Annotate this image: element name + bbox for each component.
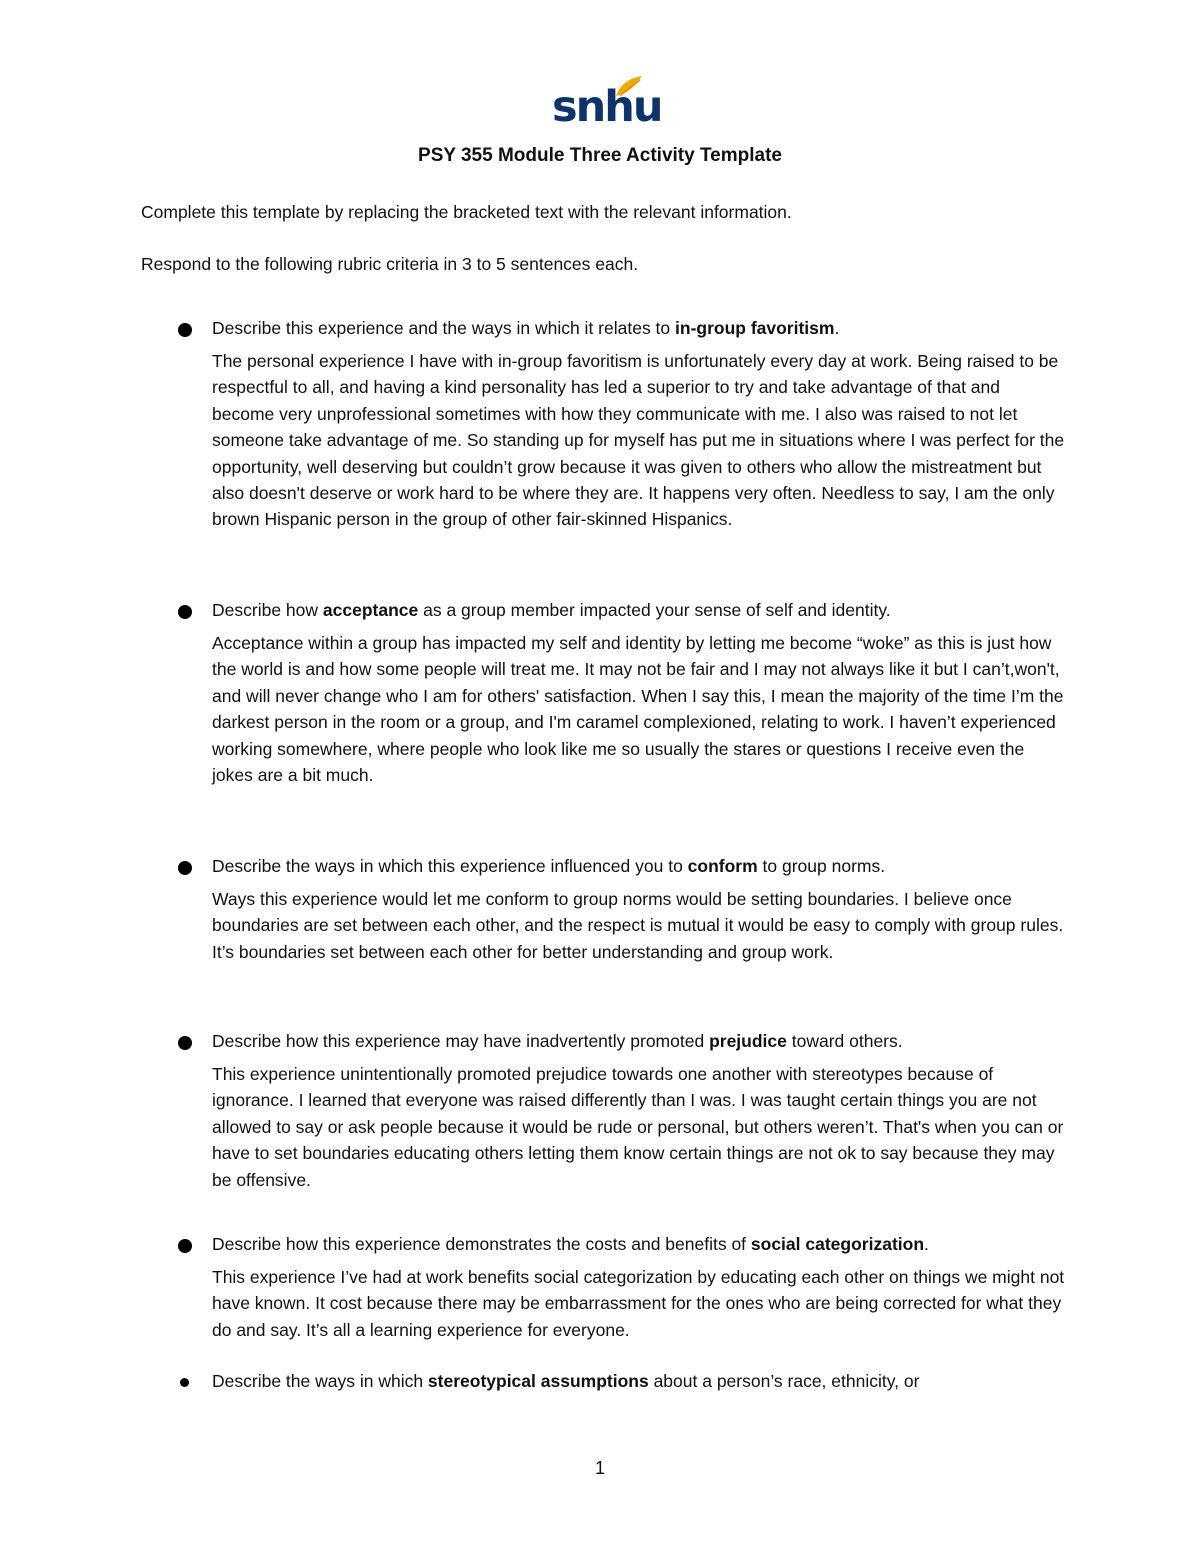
rubric-item — [140, 853, 1080, 965]
rubric-answer: The personal experience I have with in-group favoritism is unfortunately every day at work. Being raised to be respectful to all, and having a kind personality has led a superior to try and take advantage of that and become very unprofessional sometimes with how they communicate with me. I also was raised to not let someone take advantage of me. So standing up for myself has put me in situations where I was perfect for the opportunity, well deserving but couldn’t grow because it was given to others who allow the mistreatment but also doesn't deserve or work hard to be where they are. It happens very often. Needless to say, I am the only brown Hispanic person in the group of other fair-skinned Hispanics. — [212, 351, 1065, 530]
logo-wordmark: snhu — [552, 82, 662, 132]
bullet-icon — [178, 1036, 192, 1050]
bullet-icon — [178, 1239, 192, 1253]
bullet-icon — [178, 323, 192, 337]
bullet-icon — [178, 861, 192, 875]
rubric-prompt: Describe the ways in which this experience influenced you to conform to group norms. — [212, 856, 886, 876]
rubric-prompt: Describe how acceptance as a group member impacted your sense of self and identity. — [212, 600, 891, 620]
rubric-prompt: Describe the ways in which stereotypical assumptions about a person’s race, ethnicity, or — [212, 1371, 920, 1391]
rubric-prompt: Describe this experience and the ways in which it relates to in-group favoritism. — [212, 318, 840, 338]
rubric-item — [140, 597, 1080, 788]
rubric-item — [140, 315, 1080, 533]
rubric-answer: This experience unintentionally promoted prejudice towards one another with stereotypes because of ignorance. I learned that everyone was raised differently than I was. I was taught certain things you are not allowed to say or ask people because it would be rude or personal, but others weren’t. That's when you can or have to set boundaries educating others letting them know certain things are not ok to say because they may be offensive. — [212, 1064, 1064, 1190]
intro-rubric-note: Respond to the following rubric criteria in 3 to 5 sentences each. — [141, 254, 639, 274]
rubric-prompt: Describe how this experience demonstrates the costs and benefits of social categorization. — [212, 1234, 929, 1254]
rubric-item — [140, 1231, 1080, 1343]
bullet-icon — [180, 1378, 189, 1387]
document-title: PSY 355 Module Three Activity Template — [418, 145, 782, 166]
rubric-prompt: Describe how this experience may have inadvertently promoted prejudice toward others. — [212, 1031, 903, 1051]
rubric-item — [140, 1028, 1080, 1193]
rubric-item — [140, 1368, 1080, 1394]
snhu-logo — [548, 72, 662, 138]
rubric-answer: This experience I’ve had at work benefits social categorization by educating each other on things we might not have known. It cost because there may be embarrassment for the ones who are being corrected for what they do and say. It’s all a learning experience for everyone. — [212, 1267, 1065, 1340]
bullet-icon — [178, 605, 192, 619]
page-number: 1 — [594, 1458, 605, 1478]
rubric-answer: Ways this experience would let me conform to group norms would be setting boundaries. I believe once boundaries are set between each other, and the respect is mutual it would be easy to comply with group rules. It’s boundaries set between each other for better understanding and group work. — [212, 889, 1064, 962]
intro-instruction: Complete this template by replacing the bracketed text with the relevant information. — [141, 202, 792, 222]
rubric-answer: Acceptance within a group has impacted my self and identity by letting me become “woke” as this is just how the world is and how some people will treat me. It may not be fair and I may not always like it but I can’t,won't, and will never change who I am for others' satisfaction. When I say this, I mean the majority of the time I’m the darkest person in the room or a group, and I'm caramel complexioned, relating to work. I haven’t experienced working somewhere, where people who look like me so usually the stares or questions I receive even the jokes are a bit much. — [212, 633, 1064, 786]
